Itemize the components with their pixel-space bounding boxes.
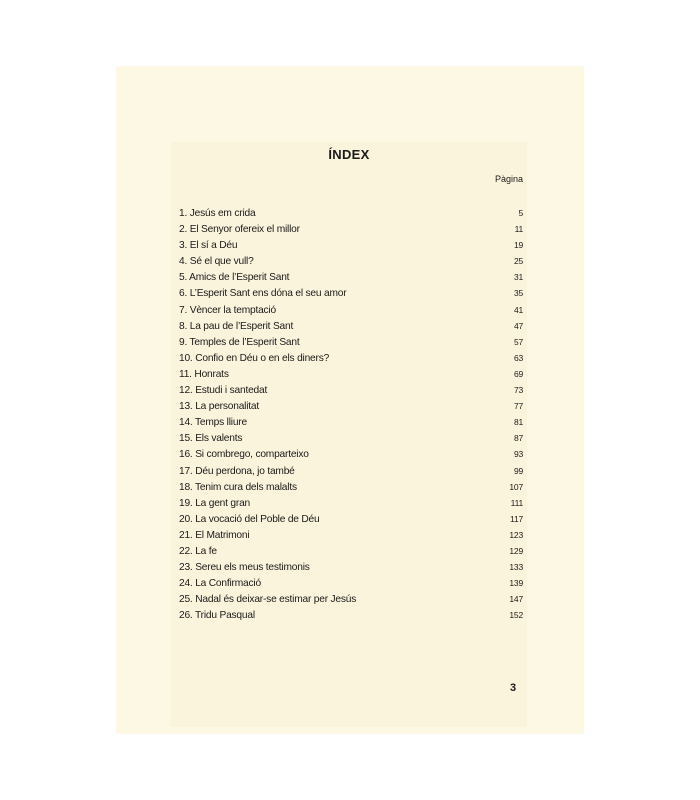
toc-entry-title: 15. Els valents bbox=[179, 433, 243, 445]
index-title: ÍNDEX bbox=[328, 147, 370, 162]
document-page bbox=[116, 66, 584, 734]
toc-entry-page: 107 bbox=[509, 481, 523, 492]
toc-entry bbox=[179, 594, 523, 610]
toc-entry-title: 18. Tenim cura dels malalts bbox=[179, 481, 297, 493]
toc-entry bbox=[179, 433, 523, 449]
toc-entry bbox=[179, 321, 523, 337]
toc-entry-page: 73 bbox=[513, 385, 523, 396]
toc-entry bbox=[179, 305, 523, 321]
toc-entry-page: 93 bbox=[513, 449, 523, 460]
toc-entry-page: 47 bbox=[513, 320, 523, 331]
toc-entry bbox=[179, 578, 523, 594]
toc-entry-page: 57 bbox=[513, 336, 523, 347]
toc-entry-page: 41 bbox=[513, 304, 523, 315]
toc-entry-page: 31 bbox=[513, 272, 523, 283]
toc-entry-title: 22. La fe bbox=[179, 545, 217, 557]
toc-entry-title: 23. Sereu els meus testimonis bbox=[179, 562, 310, 574]
toc-entry-page: 99 bbox=[513, 465, 523, 476]
toc-entry-title: 9. Temples de l’Esperit Sant bbox=[179, 336, 300, 348]
toc-entry bbox=[179, 417, 523, 433]
toc-entry bbox=[179, 546, 523, 562]
toc-entry-title: 7. Vèncer la temptació bbox=[179, 304, 276, 316]
toc-entry bbox=[179, 610, 523, 626]
toc-entry bbox=[179, 449, 523, 465]
toc-entry-page: 152 bbox=[509, 610, 523, 621]
toc-entry bbox=[179, 353, 523, 369]
toc-entry-title: 12. Estudi i santedat bbox=[179, 385, 268, 397]
toc-entry-title: 5. Amics de l’Esperit Sant bbox=[179, 272, 290, 284]
toc-entry-title: 16. Si combrego, comparteixo bbox=[179, 449, 309, 461]
toc-entry bbox=[179, 562, 523, 578]
toc-entry-page: 35 bbox=[513, 288, 523, 299]
toc-entry-page: 117 bbox=[510, 513, 523, 524]
toc-entry-page: 81 bbox=[513, 417, 523, 428]
toc-entry-page: 111 bbox=[510, 497, 523, 508]
toc-entry-title: 10. Confio en Déu o en els diners? bbox=[179, 352, 330, 364]
toc-entry bbox=[179, 385, 523, 401]
toc-entry-page: 25 bbox=[513, 256, 523, 267]
toc-entry bbox=[179, 288, 523, 304]
toc-entry-title: 24. La Confirmació bbox=[179, 578, 261, 590]
toc-entry-page: 133 bbox=[509, 562, 523, 573]
toc-entry bbox=[179, 482, 523, 498]
toc-entry-title: 11. Honrats bbox=[179, 368, 229, 380]
toc-entry bbox=[179, 369, 523, 385]
toc-entry-page: 11 bbox=[514, 224, 523, 235]
toc-entry-title: 21. El Matrimoni bbox=[179, 529, 250, 541]
toc-entry bbox=[179, 272, 523, 288]
toc-entry-title: 20. La vocació del Poble de Déu bbox=[179, 513, 320, 525]
toc-entry-title: 25. Nadal és deixar-se estimar per Jesús bbox=[179, 594, 357, 606]
toc-entry-title: 4. Sé el que vull? bbox=[179, 256, 254, 268]
toc-entry-page: 147 bbox=[509, 594, 523, 605]
toc-entry-title: 2. El Senyor ofereix el millor bbox=[179, 224, 300, 236]
toc-entry-title: 6. L’Esperit Sant ens dóna el seu amor bbox=[179, 288, 347, 300]
toc-entry-title: 17. Déu perdona, jo també bbox=[179, 465, 295, 477]
toc-entry bbox=[179, 514, 523, 530]
toc-entry-title: 13. La personalitat bbox=[179, 401, 260, 413]
toc-entry bbox=[179, 256, 523, 272]
toc-entry bbox=[179, 401, 523, 417]
toc-entry bbox=[179, 530, 523, 546]
table-of-contents bbox=[179, 208, 523, 626]
toc-entry-title: 1. Jesús em crida bbox=[179, 208, 256, 219]
toc-entry-page: 5 bbox=[518, 208, 523, 218]
toc-entry-title: 14. Temps lliure bbox=[179, 417, 247, 429]
toc-entry bbox=[179, 224, 523, 240]
toc-entry-page: 123 bbox=[509, 529, 523, 540]
toc-entry bbox=[179, 498, 523, 514]
toc-entry-title: 19. La gent gran bbox=[179, 497, 251, 509]
toc-entry-page: 129 bbox=[509, 545, 523, 556]
page-column-header: Pàgina bbox=[494, 174, 523, 184]
toc-entry-page: 63 bbox=[513, 352, 523, 363]
toc-entry-page: 87 bbox=[513, 433, 523, 444]
toc-entry bbox=[179, 466, 523, 482]
page-number: 3 bbox=[510, 682, 517, 694]
toc-entry-page: 69 bbox=[513, 368, 523, 379]
toc-entry bbox=[179, 208, 523, 224]
toc-entry-title: 26. Tridu Pasqual bbox=[179, 610, 255, 622]
index-content-box bbox=[171, 142, 527, 727]
toc-entry-page: 77 bbox=[513, 401, 523, 412]
toc-entry-title: 3. El sí a Déu bbox=[179, 240, 238, 252]
toc-entry-title: 8. La pau de l’Esperit Sant bbox=[179, 320, 294, 332]
toc-entry-page: 139 bbox=[509, 578, 523, 589]
toc-entry bbox=[179, 337, 523, 353]
toc-entry-page: 19 bbox=[513, 240, 523, 251]
toc-entry bbox=[179, 240, 523, 256]
